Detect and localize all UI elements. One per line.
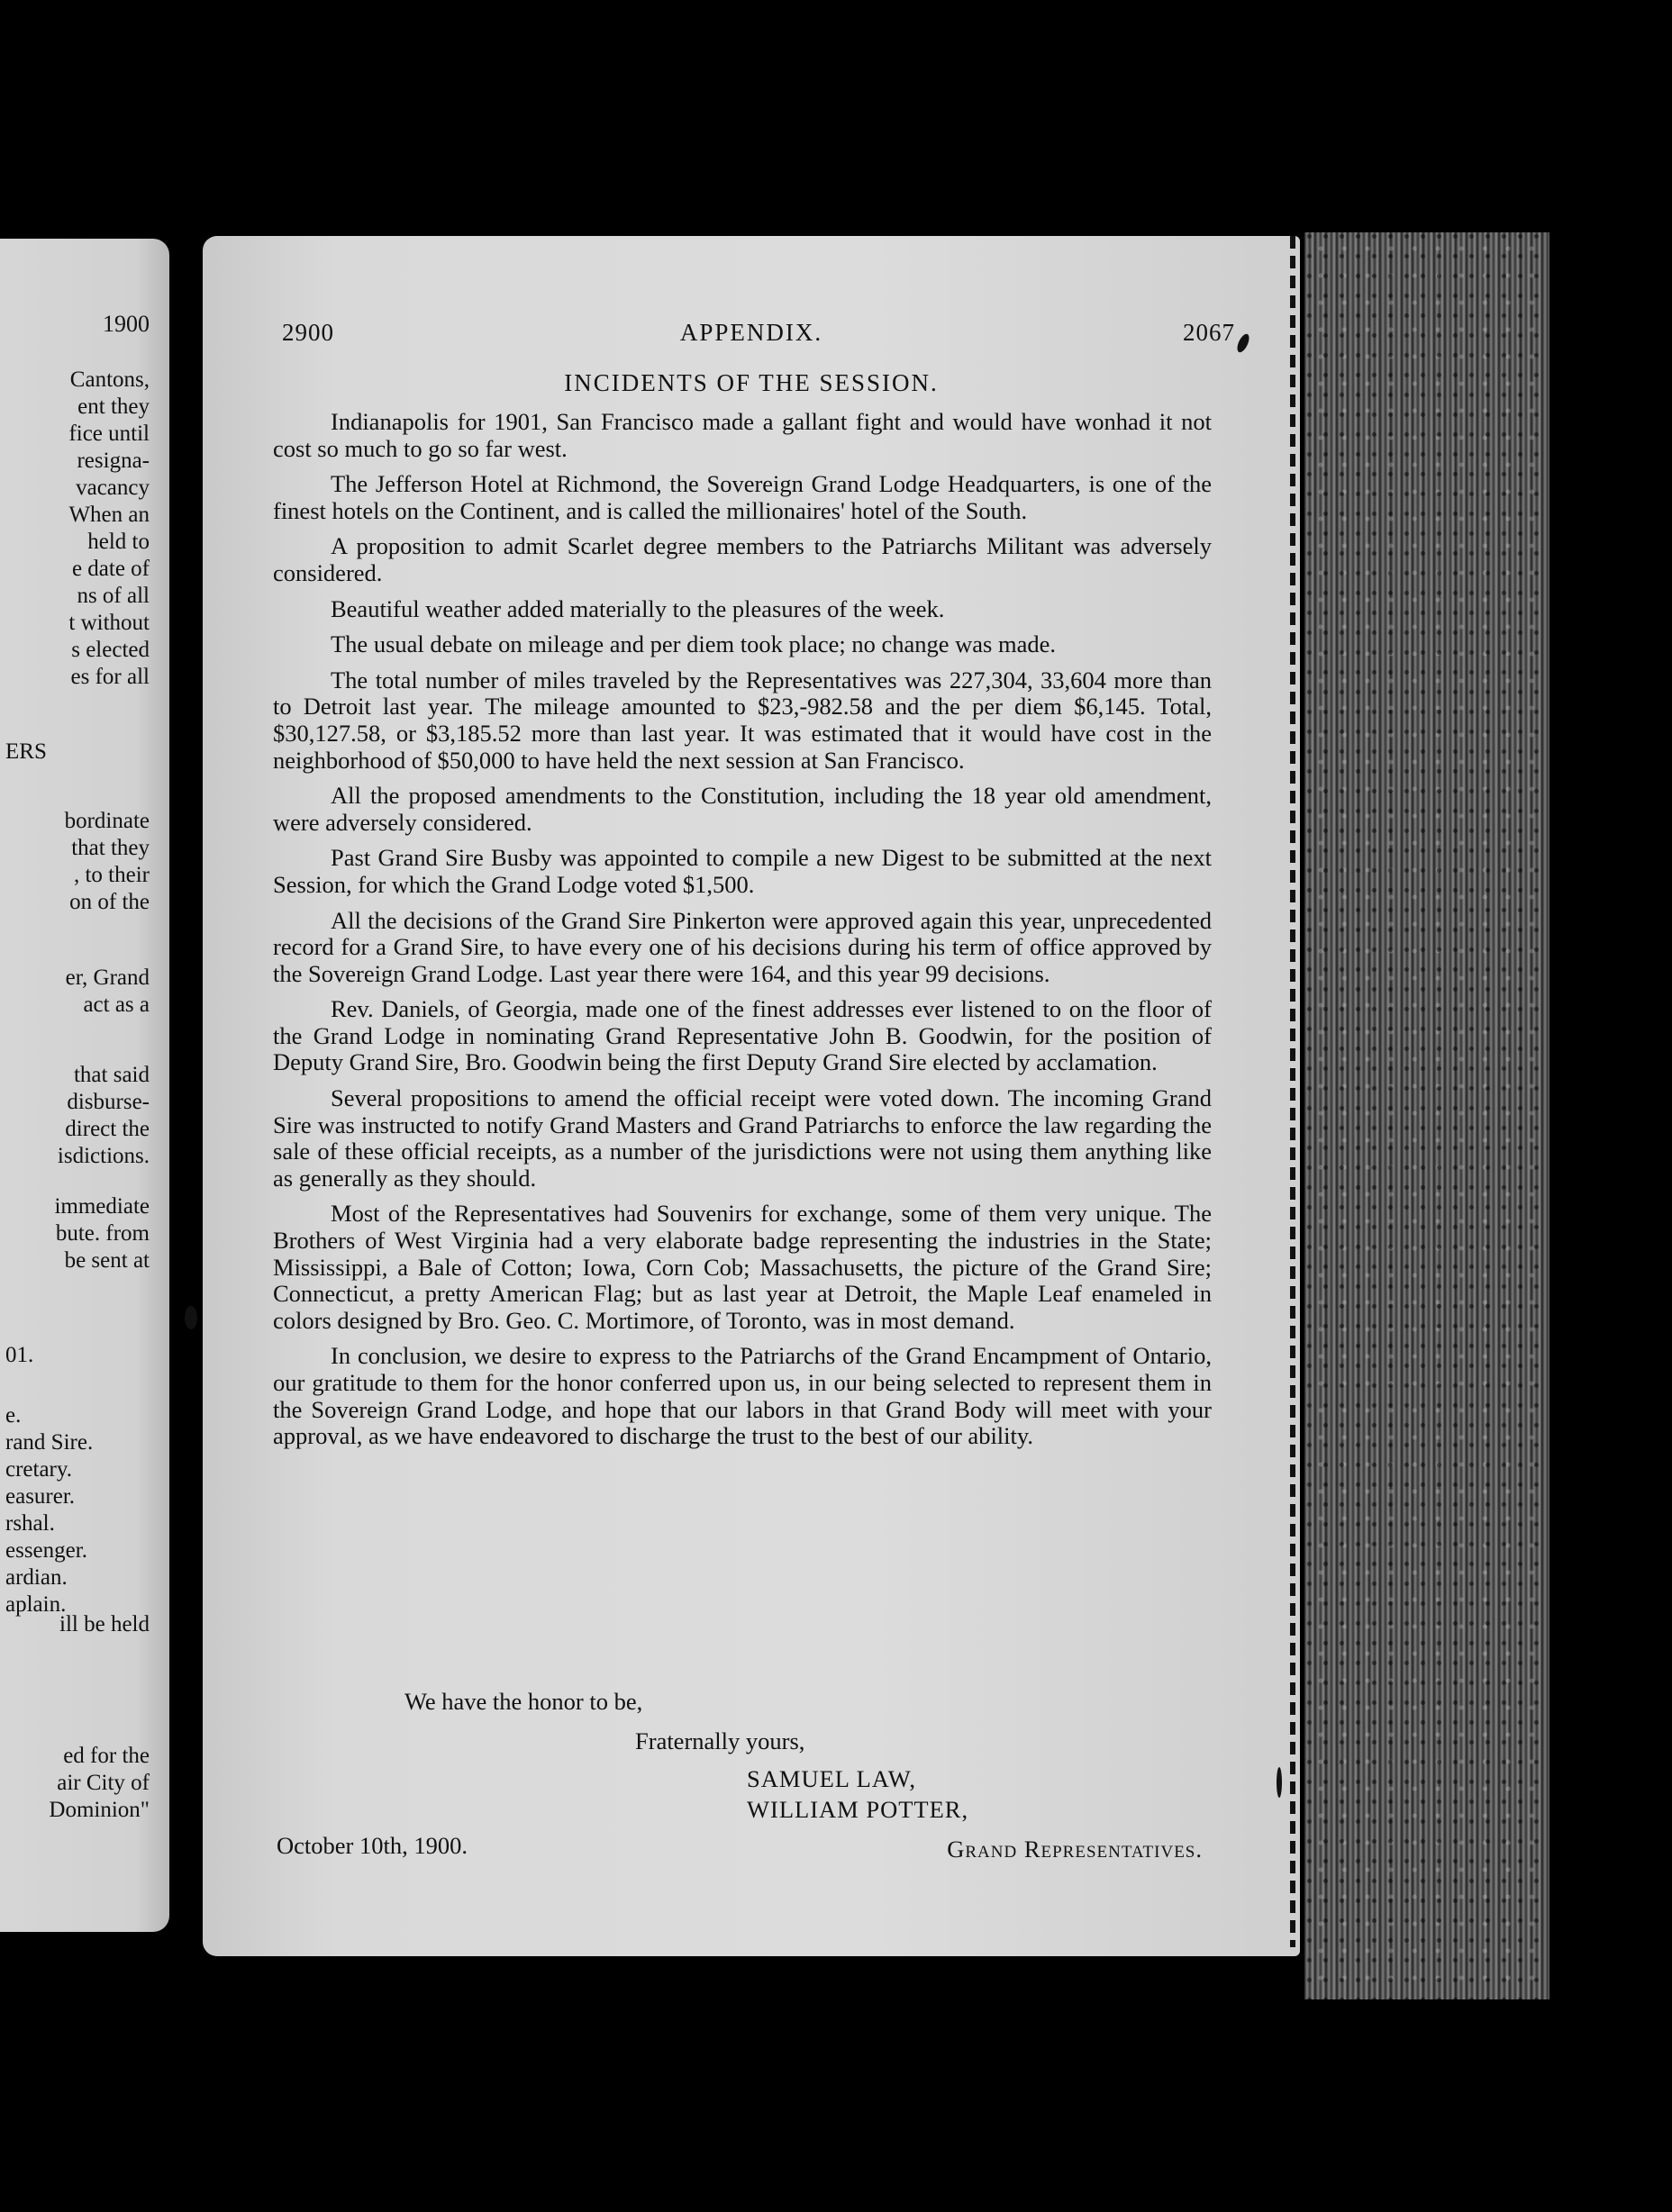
left-page-line: fice until [68,422,150,446]
left-page-heading: ERS [5,739,47,764]
left-page-line: on of the [69,890,150,914]
running-header-left: 2900 [282,319,334,346]
paragraph: Beautiful weather added materially to the pleasures of the week. [331,594,945,622]
left-page-line: held to [87,530,150,554]
document-page [203,236,1300,1956]
left-page-line: Cantons, [69,367,150,392]
left-page-line: , to their [73,863,150,887]
letter-date: October 10th, 1900. [277,1832,468,1859]
left-page-line: ill be held [59,1612,150,1636]
paragraph: Most of the Representatives had Souvenirs for exchange, some of them very unique. The Brothers of West Virginia had a very elaborate badge representing the industries in the State; Mississippi, a Bale of Cotton; Iowa, Corn Cob; Massachusetts, the picture of the Grand Sire; Connecticut, a pretty American Flag; but as last year at Detroit, the Maple Leaf enameled in colors designed by Bro. Geo. C. Mortimore, of Toronto, was in most demand. [273,1200,1212,1334]
left-page-line: aplain. [5,1592,67,1617]
left-page-line: bute. from [55,1221,150,1246]
paragraph: Several propositions to amend the official receipt were voted down. The incoming Grand Sire was instructed to notify Grand Masters and Grand Patriarchs to enforce the law regarding the sale of these official receipts, as a number of the jurisdictions were not using them anything like as generally as they should. [273,1084,1212,1192]
left-page-line: ns of all [77,584,150,608]
closing-line: We have the honor to be, [404,1688,643,1715]
left-page-line: t without [68,611,150,635]
left-page-line: rshal. [5,1511,55,1536]
paragraph: The Jefferson Hotel at Richmond, the Sovereign Grand Lodge Headquarters, is one of the finest hotels on the Continent, and is called the millionaires' hotel of the South. [273,470,1212,524]
paragraph: Rev. Daniels, of Georgia, made one of the finest addresses ever listened to on the floor of the Grand Lodge in nominating Grand Representative John B. Goodwin, for the position of Deputy Grand Sire, Bro. Goodwin being the first Deputy Grand Sire elected by acclamation. [273,995,1212,1076]
left-page-line: cretary. [5,1457,73,1482]
left-page-line: immediate [54,1194,150,1219]
left-page-line: essenger. [5,1538,87,1563]
ink-speck [1277,1767,1282,1798]
left-page-line: disburse- [67,1090,150,1114]
ink-speck [185,1306,197,1329]
left-page-line: vacancy [76,476,150,500]
paragraph: The total number of miles traveled by the Representatives was 227,304, 33,604 more than to Detroit last year. The mileage amounted to $23,-982.58 and the per diem $6,145. Total, $30,127.58, or $3,185.52 more than last year. It was estimated that it would have cost in the neighborhood of $50,000 to have held the next session at San Francisco. [273,666,1212,774]
left-page-line: resigna- [77,449,150,473]
left-page-line: ardian. [5,1565,68,1590]
page-number: 2067 [1183,319,1235,346]
signature-name: WILLIAM POTTER, [747,1796,969,1823]
left-page-line: ed for the [63,1744,150,1768]
left-page-line: that they [71,836,150,860]
left-page-line: that said [73,1063,150,1087]
body-text [273,409,1212,1459]
left-page-number: 1900 [103,311,150,337]
paragraph: All the proposed amendments to the Constitution, including the 18 year old amendment, were adversely considered. [273,782,1212,836]
left-page-line: e. [5,1403,22,1428]
left-page-line: direct the [65,1117,150,1141]
left-page-line: When an [68,503,150,527]
left-page-line: Dominion" [49,1798,150,1822]
paragraph: In conclusion, we desire to express to the Patriarchs of the Grand Encampment of Ontario, our gratitude to them for the honor conferred upon us, in our being selected to represent them in the Sovereign Grand Lodge, and hope that our labors in that Grand Body will meet with your approval, as we have endeavored to discharge the trust to the best of our ability. [273,1342,1212,1450]
left-page-line: air City of [57,1771,150,1795]
signature-title: Grand Representatives. [947,1836,1203,1863]
left-page-line: es for all [70,665,150,689]
left-page-line: be sent at [64,1248,150,1273]
section-title: INCIDENTS OF THE SESSION. [564,369,939,396]
left-page-line: act as a [83,993,150,1017]
paragraph: Past Grand Sire Busby was appointed to compile a new Digest to be submitted at the next Session, for which the Grand Lodge voted $1,500. [273,844,1212,898]
closing-salutation: Fraternally yours, [635,1727,805,1754]
left-page-line: 01. [5,1343,34,1367]
left-page-line: bordinate [64,809,150,833]
book-page-edges [1304,232,1549,1999]
left-page-line: rand Sire. [5,1430,94,1455]
left-page-line: er, Grand [65,965,150,990]
left-page-line: ent they [77,394,150,419]
paragraph: The usual debate on mileage and per diem took place; no change was made. [331,630,1057,658]
page-edge-rule [1290,236,1295,1947]
left-page-fragment [0,239,169,1932]
left-page-line: easurer. [5,1484,76,1509]
left-page-line: s elected [71,638,150,662]
left-page-line: isdictions. [57,1144,150,1168]
running-header-title: APPENDIX. [679,319,823,346]
paragraph: Indianapolis for 1901, San Francisco made a gallant fight and would have wonhad it not cost so much to go so far west. [273,408,1212,462]
left-page-line: e date of [71,557,150,581]
paragraph: All the decisions of the Grand Sire Pinkerton were approved again this year, unprecedented record for a Grand Sire, to have every one of his decisions during his term of office approved by the Sovereign Grand Lodge. Last year there were 164, and this year 99 decisions. [273,906,1212,987]
signature-name: SAMUEL LAW, [747,1765,916,1792]
paragraph: A proposition to admit Scarlet degree members to the Patriarchs Militant was adversely considered. [273,532,1212,586]
